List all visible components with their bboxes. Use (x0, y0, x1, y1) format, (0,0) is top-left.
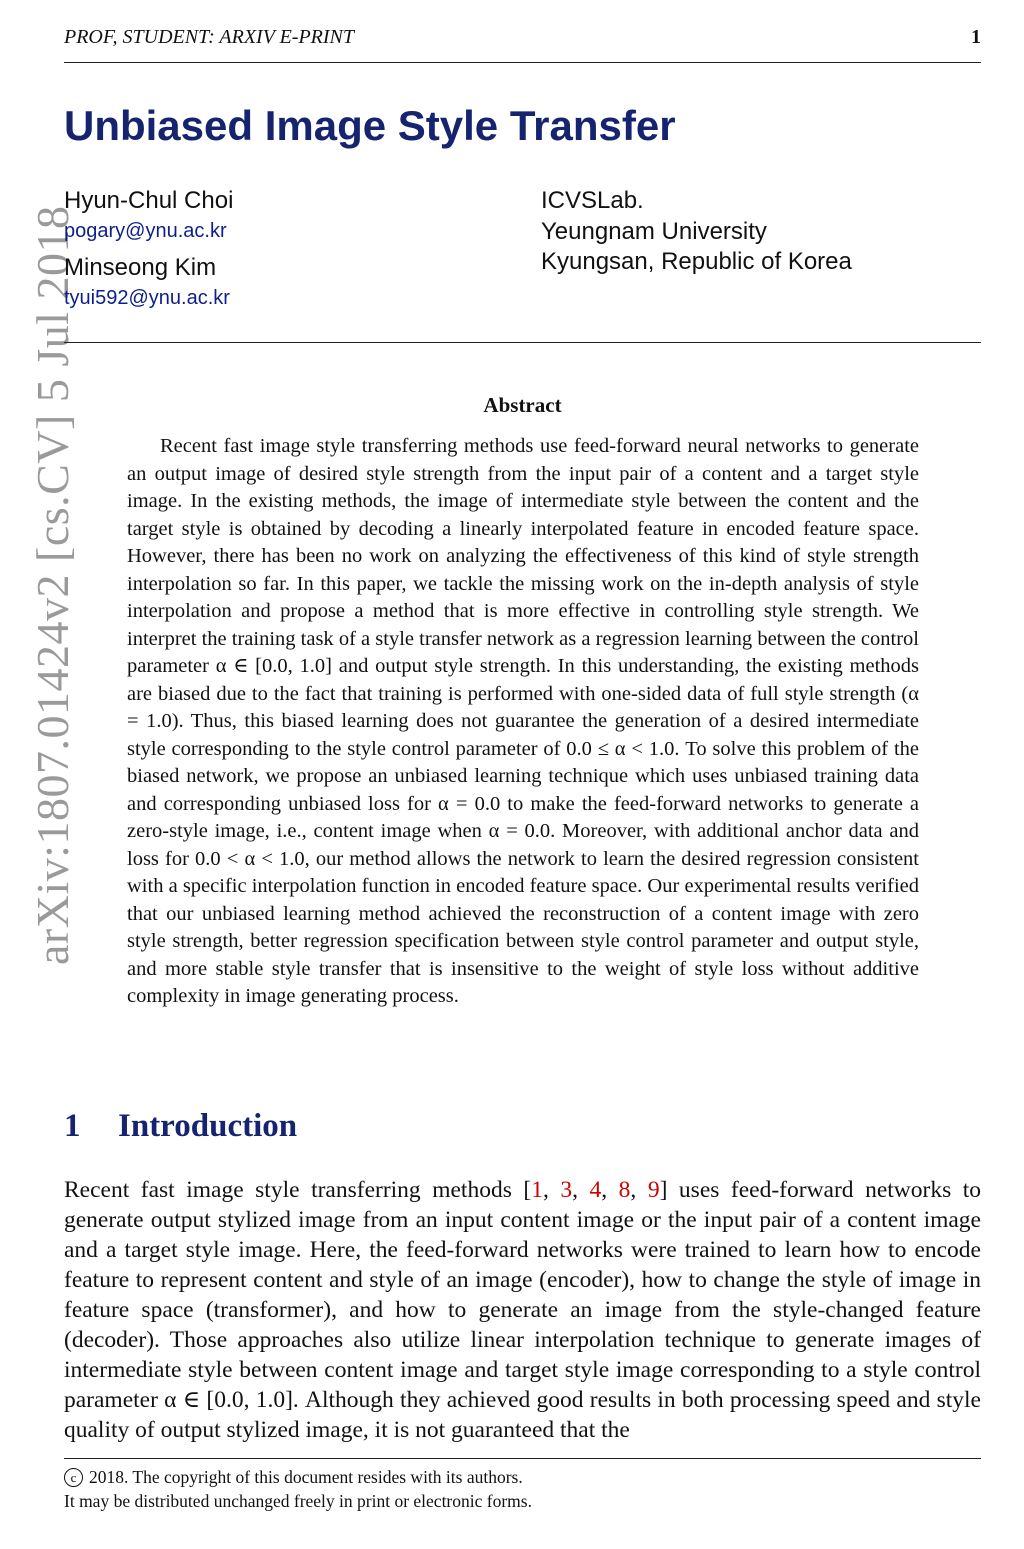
paper-title: Unbiased Image Style Transfer (64, 102, 676, 149)
citation-link[interactable]: 1 (531, 1177, 543, 1203)
affiliation-block (541, 186, 852, 278)
copyright-line: 2018. The copyright of this document resides with its authors. (89, 1467, 523, 1487)
author-email-link[interactable]: tyui592@ynu.ac.kr (64, 287, 230, 309)
citation-link[interactable]: 3 (560, 1177, 573, 1203)
abstract-heading: Abstract (483, 393, 562, 417)
distribution-line: It may be distributed unchanged freely in print or electronic forms. (64, 1491, 532, 1511)
introduction-paragraph: Recent fast image style transferring methods [1, 3, 4, 8, 9] uses feed-forward networks to generate output stylized image from an input content image or the input pair of a content image and a target style image. Here, the feed-forward networks were trained to learn how to encode feature to represent content and style of an image (encoder), how to change the style of image in feature space (transformer), and how to generate an image from the style-changed feature (decoder). Those approaches also utilize linear interpolation technique to generate images of intermediate style between content image and target style image corresponding to a style control parameter α ∈ [0.0, 1.0]. Although they achieved good results in both processing speed and style quality of output stylized image, it is not guaranteed that the (64, 1177, 982, 1443)
author-name: Minseong Kim (64, 254, 217, 281)
page-number: 1 (971, 26, 981, 48)
section-title: Introduction (118, 1108, 298, 1144)
arxiv-identifier-stamp: arXiv:1807.01424v2 [cs.CV] 5 Jul 2018 (27, 205, 78, 965)
affiliation-lab: ICVSLab. (541, 187, 644, 214)
title-block-rule (64, 342, 981, 343)
copyright-symbol-icon: c (64, 1468, 83, 1487)
section-number: 1 (64, 1108, 81, 1144)
abstract-text: Recent fast image style transferring methods use feed-forward neural networks to generate an output image of desired style strength from the input pair of a content and a target style image. In the existing methods, the image of intermediate style between the content and the target style is obtained by decoding a linearly interpolated feature in encoded feature space. However, there has been no work on analyzing the effectiveness of this kind of style strength interpolation so far. In this paper, we tackle the missing work on the in-depth analysis of style interpolation and propose a method that is more effective in controlling style strength. We interpret the training task of a style transfer network as a regression learning between the control parameter α ∈ [0.0, 1.0] and output style strength. In this understanding, the existing methods are biased due to the fact that training is performed with one-sided data of full style strength (α = 1.0). Thus, this biased learning does not guarantee the generation of a desired intermediate style corresponding to the style control parameter of 0.0 ≤ α < 1.0. To solve this problem of the biased network, we propose an unbiased learning technique which uses unbiased training data and corresponding unbiased loss for α = 0.0 to make the feed-forward networks to generate a zero-style image, i.e., content image when α = 0.0. Moreover, with additional anchor data and loss for 0.0 < α < 1.0, our method allows the network to learn the desired regression consistent with a specific interpolation function in encoded feature space. Our experimental results verified that our unbiased learning method achieved the reconstruction of a content image with zero style strength, better regression specification between style control parameter and output style, and more stable style transfer that is insensitive to the weight of style loss without additive complexity in image generating process. (127, 435, 919, 1007)
footnote-rule (64, 1458, 981, 1459)
copyright-footnote (64, 1465, 981, 1513)
affiliation-location: Kyungsan, Republic of Korea (541, 248, 852, 275)
intro-body-text: ] uses feed-forward networks to generate output stylized image from an input content image or the input pair of a content image and a target style image. Here, the feed-forward networks were trained to learn how to encode feature to represent content and style of an image (encoder), how to change the style of image in feature space (transformer), and how to generate an image from the style-changed feature (decoder). Those approaches also utilize linear interpolation technique to generate images of intermediate style between content image and target style image corresponding to a style control parameter α ∈ [0.0, 1.0]. Although they achieved good results in both processing speed and style quality of output stylized image, it is not guaranteed that the (64, 1177, 982, 1443)
section-heading (64, 1108, 297, 1145)
author-email-link[interactable]: pogary@ynu.ac.kr (64, 220, 227, 242)
header-rule (64, 62, 981, 63)
author-name: Hyun-Chul Choi (64, 187, 234, 214)
running-head (64, 26, 981, 54)
citation-link[interactable]: 9 (647, 1177, 660, 1203)
affiliation-university: Yeungnam University (541, 217, 767, 245)
citation-link[interactable]: 4 (589, 1177, 602, 1203)
citation-link[interactable]: 8 (618, 1177, 631, 1203)
running-head-text: PROF, STUDENT: ARXIV E-PRINT (64, 26, 354, 48)
intro-lead-text: Recent fast image style transferring methods [ (64, 1177, 532, 1203)
